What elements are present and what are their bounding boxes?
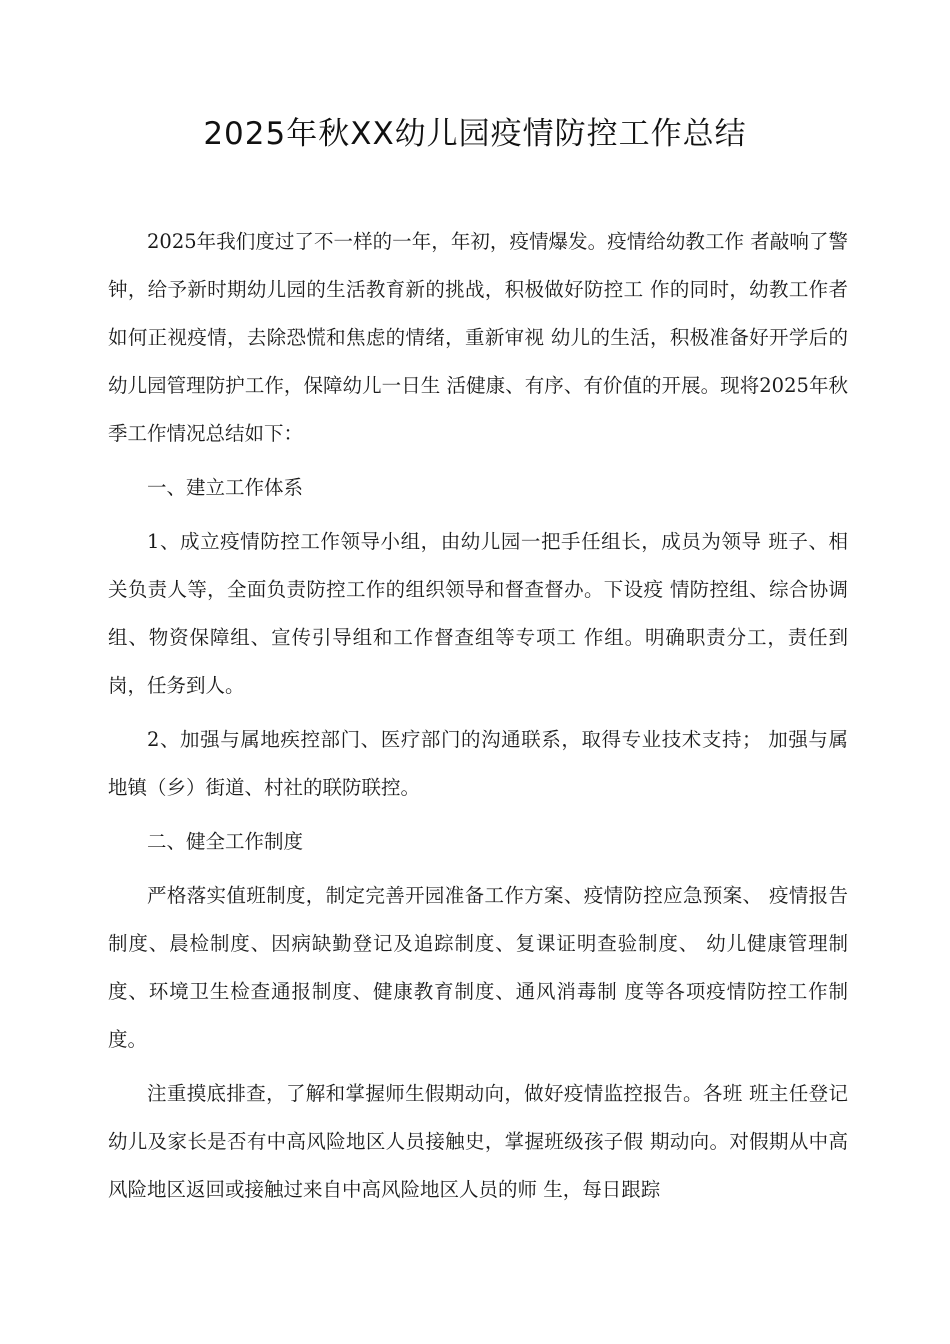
section-heading-2: 二、健全工作制度 <box>147 830 304 853</box>
paragraph-item-2: 2、加强与属地疾控部门、医疗部门的沟通联系，取得专业技术支持； 加强与属地镇（乡）街道、村社的联防联控。 <box>108 728 848 799</box>
paragraph-intro: 2025年我们度过了不一样的一年，年初，疫情爆发。疫情给幼教工作 者敲响了警钟，给予新时期幼儿园的生活教育新的挑战，积极做好防控工 作的同时，幼教工作者如何正视疫情，去除恐慌和焦虑的情绪，重新审视 幼儿的生活，积极准备好开学后的幼儿园管理防护工作，保障幼儿一日生 活健康、有序、有价值的开展。现将2025年秋季工作情况总结如下： <box>108 230 848 445</box>
document-title: 2025年秋XX幼儿园疫情防控工作总结 <box>203 116 747 152</box>
section-heading-1: 一、建立工作体系 <box>147 476 304 499</box>
document-body <box>108 218 848 1214</box>
paragraph-system: 严格落实值班制度，制定完善开园准备工作方案、疫情防控应急预案、 疫情报告制度、晨检制度、因病缺勤登记及追踪制度、复课证明查验制度、 幼儿健康管理制度、环境卫生检查通报制度、健康教育制度、通风消毒制 度等各项疫情防控工作制度。 <box>108 884 848 1051</box>
paragraph-item-1: 1、成立疫情防控工作领导小组，由幼儿园一把手任组长，成员为领导 班子、相关负责人等，全面负责防控工作的组织领导和督查督办。下设疫 情防控组、综合协调组、物资保障组、宣传引导组和工作督查组等专项工 作组。明确职责分工，责任到岗，任务到人。 <box>108 530 848 697</box>
paragraph-screening: 注重摸底排查，了解和掌握师生假期动向，做好疫情监控报告。各班 班主任登记幼儿及家长是否有中高风险地区人员接触史，掌握班级孩子假 期动向。对假期从中高风险地区返回或接触过来自中高风险地区人员的师 生，每日跟踪 <box>108 1082 848 1201</box>
